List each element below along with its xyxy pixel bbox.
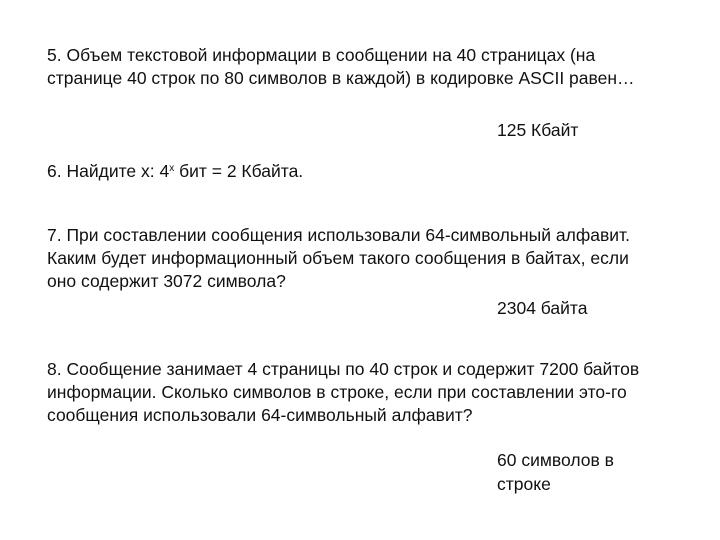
question-8 — [47, 358, 677, 427]
answer-8-line-2: строке — [497, 474, 551, 494]
question-8-line-1: 8. Сообщение занимает 4 страницы по 40 строк и содержит 7200 байтов — [47, 359, 640, 379]
answer-8 — [497, 448, 614, 496]
question-5-line-2: странице 40 строк по 80 символов в каждой) в кодировке ASCII равен… — [47, 68, 635, 88]
question-5-line-1: 5. Объем текстовой информации в сообщении на 40 страницах (на — [47, 45, 596, 65]
question-7-line-2: Каким будет информационный объем такого сообщения в байтах, если — [47, 248, 629, 268]
question-8-line-3: сообщения использовали 64-символьный алфавит? — [47, 405, 473, 425]
question-7-line-3: оно содержит 3072 символа? — [47, 271, 286, 291]
question-8-line-2: информации. Сколько символов в строке, если при составлении это-го — [47, 382, 627, 402]
question-7-line-1: 7. При составлении сообщения использовали 64-символьный алфавит. — [47, 225, 630, 245]
answer-5 — [497, 118, 578, 142]
answer-7 — [497, 296, 587, 320]
answer-5-line-1: 125 Кбайт — [497, 120, 579, 140]
question-6 — [47, 160, 677, 183]
question-6-text-after: бит = 2 Кбайта. — [174, 161, 304, 181]
answer-7-line-1: 2304 байта — [497, 298, 588, 318]
question-6-exponent: x — [169, 163, 175, 174]
question-6-line-1 — [47, 160, 677, 183]
question-7 — [47, 224, 677, 293]
answer-8-line-1: 60 символов в — [497, 450, 614, 470]
question-6-text-before: 6. Найдите x: 4 — [47, 161, 170, 181]
question-5 — [47, 44, 677, 90]
